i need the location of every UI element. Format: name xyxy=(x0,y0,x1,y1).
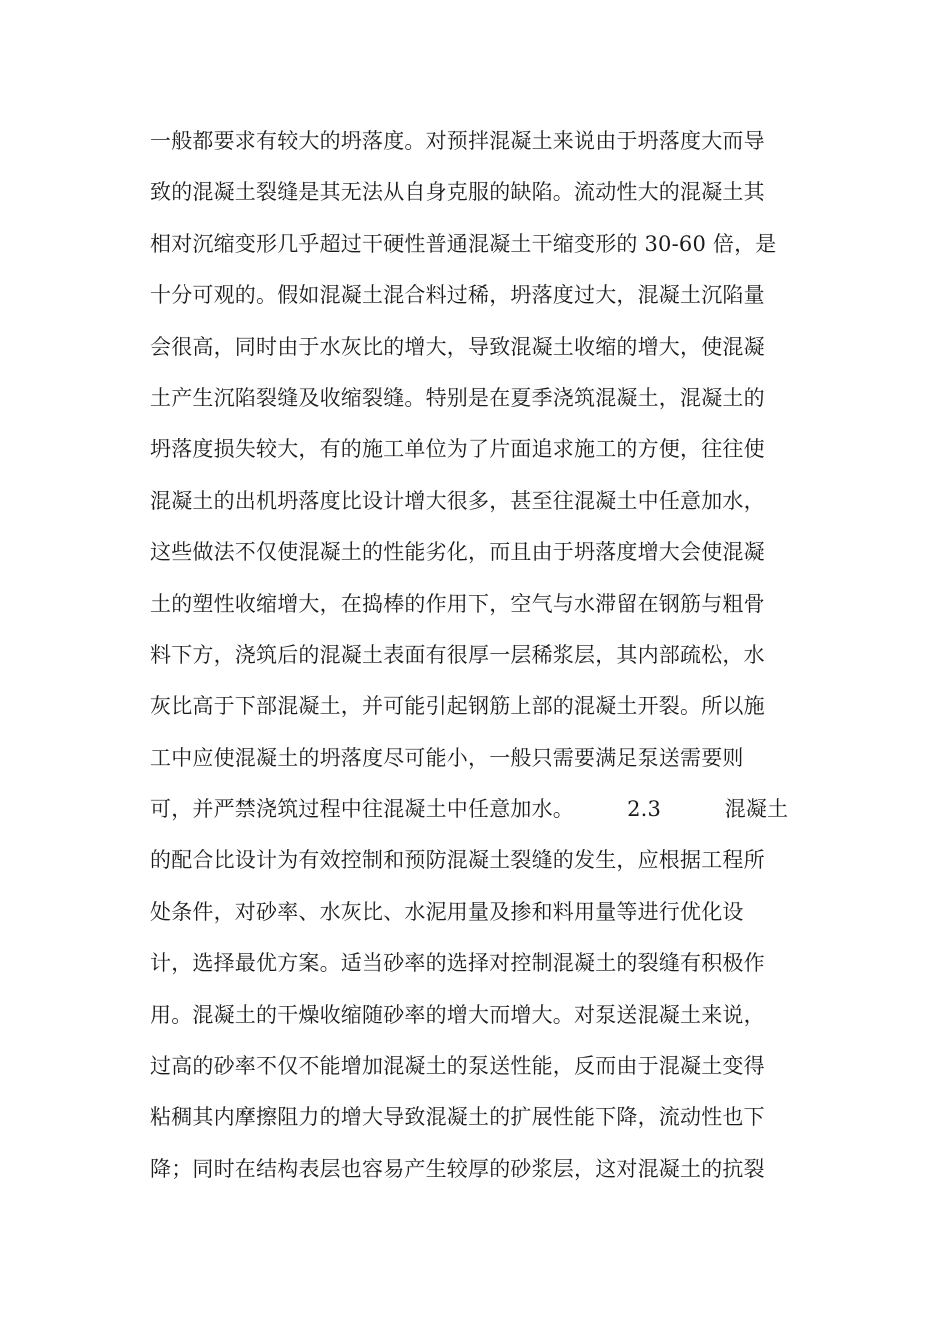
text-line: 十分可观的。假如混凝土混合料过稀，坍落度过大，混凝土沉陷量 xyxy=(150,283,765,308)
text-line: 粘稠其内摩擦阻力的增大导致混凝土的扩展性能下降，流动性也下 xyxy=(150,1105,765,1130)
text-line: 土产生沉陷裂缝及收缩裂缝。特别是在夏季浇筑混凝土，混凝土的 xyxy=(150,385,765,410)
text-line: 的配合比设计为有效控制和预防混凝土裂缝的发生，应根据工程所 xyxy=(150,848,765,873)
text-line: 用。混凝土的干燥收缩随砂率的增大而增大。对泵送混凝土来说， xyxy=(150,1002,765,1027)
text-line: 混凝土的出机坍落度比设计增大很多，甚至往混凝土中任意加水， xyxy=(150,488,765,513)
text-line: 一般都要求有较大的坍落度。对预拌混凝土来说由于坍落度大而导 xyxy=(150,129,765,153)
text-line: 坍落度损失较大，有的施工单位为了片面追求施工的方便，往往使 xyxy=(150,437,765,462)
text-line: 可，并严禁浇筑过程中往混凝土中任意加水。 2.3 混凝土 xyxy=(150,797,789,822)
text-line: 会很高，同时由于水灰比的增大，导致混凝土收缩的增大，使混凝 xyxy=(150,334,765,359)
text-line: 处条件，对砂率、水灰比、水泥用量及掺和料用量等进行优化设 xyxy=(150,899,744,924)
text-line: 这些做法不仅使混凝土的性能劣化，而且由于坍落度增大会使混凝 xyxy=(150,540,765,565)
body-text xyxy=(150,116,810,1195)
text-line: 工中应使混凝土的坍落度尽可能小，一般只需要满足泵送需要则 xyxy=(150,745,744,770)
text-line: 料下方，浇筑后的混凝土表面有很厚一层稀浆层，其内部疏松，水 xyxy=(150,642,765,667)
text-line: 相对沉缩变形几乎超过干硬性普通混凝土干缩变形的 30-60 倍，是 xyxy=(150,231,777,256)
text-line: 过高的砂率不仅不能增加混凝土的泵送性能，反而由于混凝土变得 xyxy=(150,1054,765,1079)
text-line: 计，选择最优方案。适当砂率的选择对控制混凝土的裂缝有积极作 xyxy=(150,951,765,976)
text-line: 降；同时在结构表层也容易产生较厚的砂浆层，这对混凝土的抗裂 xyxy=(150,1156,765,1181)
text-line: 灰比高于下部混凝土，并可能引起钢筋上部的混凝土开裂。所以施 xyxy=(150,694,765,719)
text-line: 土的塑性收缩增大，在捣棒的作用下，空气与水滞留在钢筋与粗骨 xyxy=(150,591,765,616)
text-line: 致的混凝土裂缝是其无法从自身克服的缺陷。流动性大的混凝土其 xyxy=(150,180,765,205)
